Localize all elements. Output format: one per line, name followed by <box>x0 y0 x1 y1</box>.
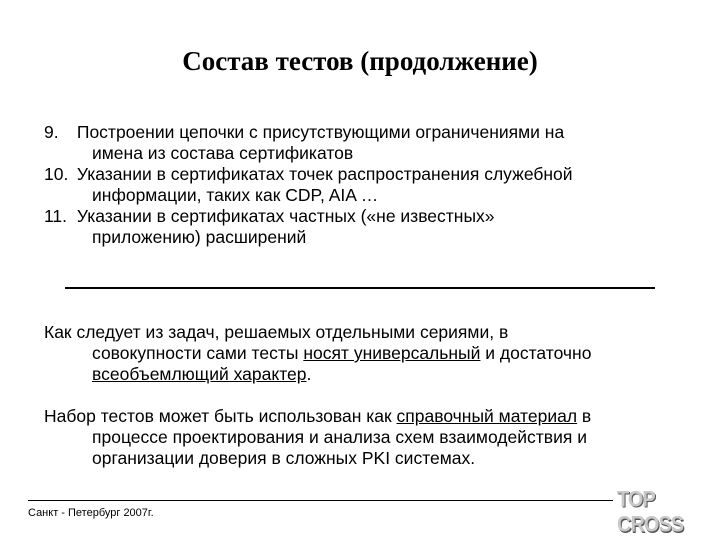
para-text: совокупности сами тесты <box>92 343 304 363</box>
para-line <box>44 343 694 364</box>
footer-text: Санкт - Петербург 2007г. <box>28 507 154 519</box>
para-line <box>44 364 694 385</box>
para-text: Набор тестов может быть использован как <box>44 406 397 426</box>
item-text-rest: приложению) расширений <box>92 227 307 247</box>
list-item <box>44 122 684 164</box>
item-text-first: Указании в сертификатах точек распространения служебной <box>76 164 573 184</box>
paragraph-reference <box>44 406 694 469</box>
paragraph-universality <box>44 322 694 385</box>
underlined-text: всеобъемлющий характер <box>92 364 307 384</box>
underlined-text: справочный материал <box>396 406 578 426</box>
para-text: и достаточно <box>480 343 592 363</box>
footer-divider <box>28 500 613 501</box>
para-text: . <box>306 364 312 384</box>
item-text-first: Указании в сертификатах частных («не известных» <box>76 206 495 226</box>
underlined-text: носят универсальный <box>303 343 481 363</box>
item-text-rest: имена из состава сертификатов <box>92 143 354 163</box>
para-text: в <box>577 406 592 426</box>
para-line: организации доверия в сложных PKI системах. <box>92 448 476 468</box>
item-text-first: Построении цепочки с присутствующими ограничениями на <box>76 122 565 142</box>
slide-title: Состав тестов (продолжение) <box>182 46 538 76</box>
item-number: 9. <box>44 122 59 142</box>
para-line: Как следует из задач, решаемых отдельными сериями, в <box>44 322 509 342</box>
list-item <box>44 206 684 248</box>
para-line: процессе проектирования и анализа схем взаимодействия и <box>92 427 587 447</box>
item-number: 11. <box>44 206 68 226</box>
item-text-rest: информации, таких как CDP, AIA … <box>92 185 379 205</box>
section-divider <box>65 287 655 289</box>
top-cross-logo: TOP CROSS <box>617 487 684 538</box>
item-number: 10. <box>44 164 69 184</box>
para-line <box>44 406 591 426</box>
list-item <box>44 164 684 206</box>
